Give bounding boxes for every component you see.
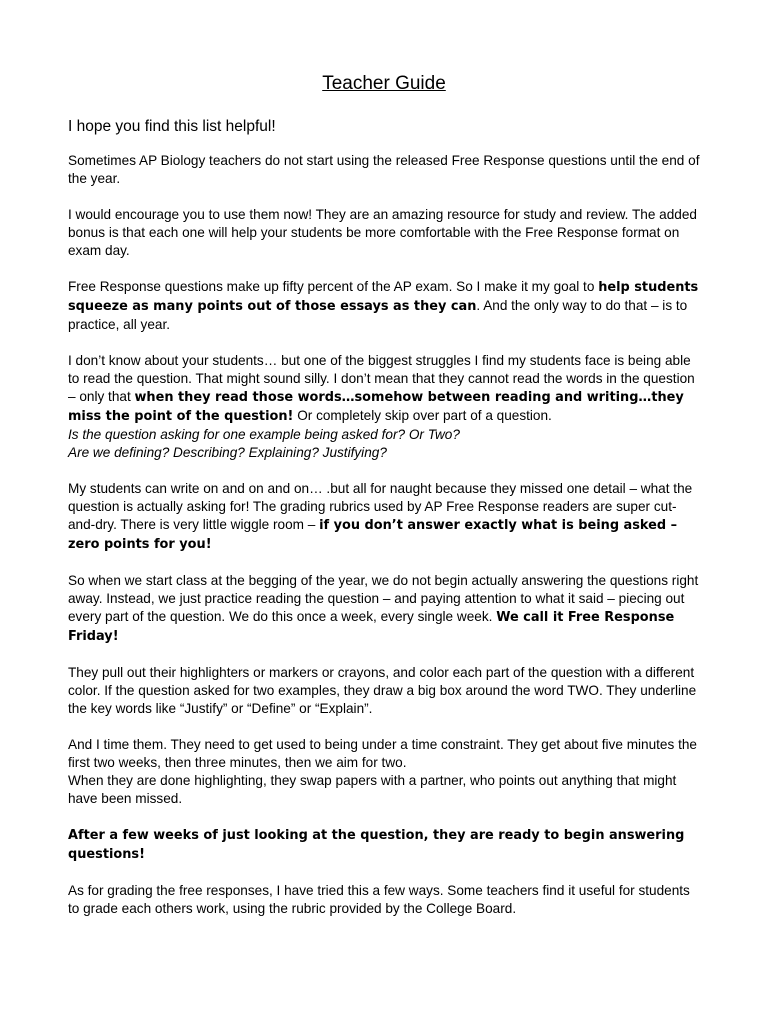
body-text: So when we start class at the begging of the year, we do not begin actually answering the questions right away. Instead, we just practice reading the question – and paying attention to what it said – piecing out every part of the question. We do this once a week, every single week. [68, 573, 699, 624]
paragraph [68, 206, 700, 260]
body-text: Sometimes AP Biology teachers do not start using the released Free Response questions until the end of the year. [68, 153, 700, 186]
bold-text: if you don’t answer exactly what is being asked – zero points for you! [68, 518, 678, 552]
body-text: When they are done highlighting, they swap papers with a partner, who points out anything that might have been missed. [68, 773, 677, 806]
paragraph-line [68, 480, 700, 554]
document-subtitle: I hope you find this list helpful! [68, 118, 276, 135]
body-text: Free Response questions make up fifty percent of the AP exam. So I make it my goal to [68, 279, 599, 294]
body-text: As for grading the free responses, I have tried this a few ways. Some teachers find it useful for students to grade each others work, using the rubric provided by the College Board. [68, 883, 690, 916]
paragraph [68, 826, 700, 864]
paragraph [68, 152, 700, 188]
paragraph-line [68, 152, 700, 188]
paragraph [68, 736, 700, 808]
paragraph-line [68, 882, 700, 918]
paragraph-line [68, 572, 700, 646]
paragraph-line [68, 426, 700, 444]
italic-text: Are we defining? Describing? Explaining? Justifying? [68, 445, 387, 460]
paragraph [68, 882, 700, 918]
document-title: Teacher Guide [322, 73, 446, 94]
body-text: . And the only way to do that – is to practice, all year. [68, 298, 688, 332]
bold-text: help students squeeze as many points out of those essays as they can [68, 280, 699, 314]
bold-text: We call it Free Response Friday! [68, 610, 675, 644]
paragraph-line [68, 826, 700, 864]
body-text: My students can write on and on and on… .but all for naught because they missed one detail – what the question is actually asking for! The grading rubrics used by AP Free Response readers are super cut-and-dry. There is very little wiggle room – [68, 481, 693, 532]
bold-text: when they read those words…somehow between reading and writing…they miss the point of the question! [68, 390, 684, 424]
body-text: And I time them. They need to get used to being under a time constraint. They get about five minutes the first two weeks, then three minutes, then we aim for two. [68, 737, 697, 770]
paragraph-line [68, 352, 700, 426]
paragraph [68, 480, 700, 554]
italic-text: Is the question asking for one example being asked for? Or Two? [68, 427, 460, 442]
paragraph-line [68, 664, 700, 718]
paragraph-line [68, 278, 700, 334]
paragraph [68, 352, 700, 462]
paragraph-line [68, 444, 700, 462]
paragraph [68, 572, 700, 646]
paragraph [68, 664, 700, 718]
document-body [68, 152, 700, 918]
body-text: Or completely skip over part of a question. [293, 408, 552, 423]
bold-text: After a few weeks of just looking at the question, they are ready to begin answering questions! [68, 828, 685, 862]
paragraph-line [68, 206, 700, 260]
paragraph-line [68, 736, 700, 772]
body-text: They pull out their highlighters or markers or crayons, and color each part of the question with a different color. If the question asked for two examples, they draw a big box around the word TWO. They underline the key words like “Justify” or “Define” or “Explain”. [68, 665, 697, 716]
body-text: I don’t know about your students… but one of the biggest struggles I find my students face is being able to read the question. That might sound silly. I don’t mean that they cannot read the words in the question – only that [68, 353, 695, 404]
body-text: I would encourage you to use them now! They are an amazing resource for study and review. The added bonus is that each one will help your students be more comfortable with the Free Response format on exam day. [68, 207, 697, 258]
paragraph-line [68, 772, 700, 808]
paragraph [68, 278, 700, 334]
